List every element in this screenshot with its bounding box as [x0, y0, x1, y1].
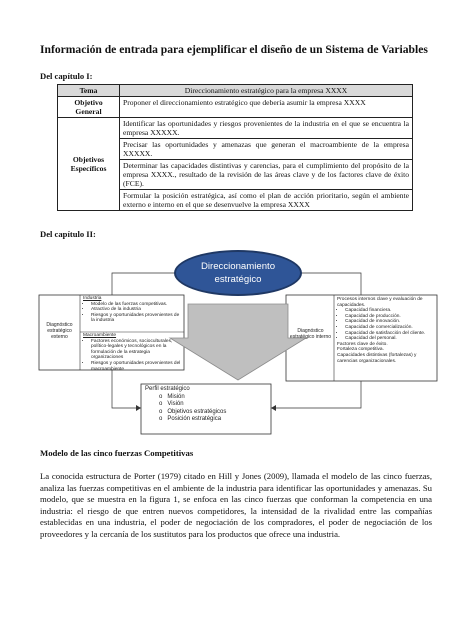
- document-title: Información de entrada para ejemplificar el diseño de un Sistema de Variables: [40, 43, 428, 56]
- objetivo-especifico-4: Formular la posición estratégica, así como el plan de acción prioritario, según el ambiente externo e interno en el que se desenvuelve la empresa XXXX: [120, 190, 413, 211]
- distinctive-capabilities: Capacidades distintivas (fortalezas) y carencias organizacionales.: [337, 352, 417, 364]
- list-item: • Capacidad de producción.: [345, 314, 435, 320]
- section-heading: Modelo de las cinco fuerzas Competitivas: [40, 448, 194, 458]
- profile-item-label: Posición estratégica: [167, 416, 222, 423]
- macro-list: [83, 339, 183, 373]
- tema-label: Tema: [58, 85, 120, 97]
- list-item: • Modelo de las fuerzas competitivas.: [91, 302, 183, 308]
- success-factors: Factores clave de éxito.: [337, 341, 388, 347]
- profile-item-label: Misión: [167, 393, 185, 400]
- objetivo-especifico-2: Precisar las oportunidades y amenazas que generan el macroambiente de la empresa XXXXX.: [120, 139, 413, 160]
- body-paragraph: La conocida estructura de Porter (1979) citado en Hill y Jones (2009), llamada el modelo de las cinco fuerzas, analiza las fuerzas competitivas en el ambiente de la industria para identificar las oportunidades y amenazas. Su modelo, que se muestra en la figura 1, se enfoca en las cinco fuerzas que conforman la competencia en una industria: el riesgo de que entren nuevos competidores, la intensidad de la rivalidad entre las compañías establecidas en una industria, el poder de negociación de los compradores, el poder de negociación de los proveedores y la cercanía de los sustitutos para los productos que ofrece una industria.: [40, 471, 432, 539]
- competitive-strength: Fortaleza competitiva.: [337, 347, 384, 353]
- table-row-especifico-1: [58, 118, 413, 139]
- strategic-profile-block: [145, 386, 269, 424]
- list-item: • Atractivo de la industria: [91, 307, 183, 313]
- objetivo-especifico-3: Determinar las capacidades distintivas y carencias, para el cumplimiento del propósito de la empresa XXXX., resultado de la revisión de las áreas clave y de los factores clave de éxito (FCE).: [120, 160, 413, 190]
- list-item: • Riesgos y oportunidades provenientes de la industria: [91, 313, 183, 324]
- industry-list: [83, 302, 183, 324]
- objetivos-especificos-label: Objetivos Específicos: [58, 118, 120, 211]
- chapter-2-label: Del capítulo II:: [40, 229, 96, 239]
- internal-diagnosis-label: Diagnóstico estratégico interno: [289, 328, 332, 340]
- tema-value: Direccionamiento estratégico para la empresa XXXX: [120, 85, 413, 97]
- arrowhead-left: [136, 405, 141, 411]
- center-ellipse: [174, 250, 302, 296]
- table-row-objetivo-general: [58, 97, 413, 118]
- bullet-icon: o: [159, 401, 163, 408]
- profile-title: Perfil estratégico: [145, 386, 190, 392]
- external-diagnosis-label: Diagnóstico estratégico externo: [46, 322, 73, 340]
- objetivo-general-value: Proponer el direccionamiento estratégico que debería asumir la empresa XXXX: [120, 97, 413, 118]
- connector-bottom-right: [271, 381, 361, 408]
- bullet-icon: o: [159, 408, 163, 415]
- connector-right: [301, 273, 361, 295]
- macro-title: Macroambiente: [83, 333, 117, 338]
- profile-item-label: Visión: [167, 401, 184, 408]
- profile-item: [145, 409, 269, 417]
- profile-item-label: Objetivos estratégicos: [167, 408, 227, 415]
- connector-left: [112, 273, 175, 295]
- list-item: • Capacidad de innovación.: [345, 319, 435, 325]
- objetivo-general-label: Objetivo General: [58, 97, 120, 118]
- industry-block: [83, 296, 183, 324]
- objetivo-especifico-1: Identificar las oportunidades y riesgos provenientes de la industria en el que se encuentra la empresa XXXXX.: [120, 118, 413, 139]
- center-label: Direccionamiento estratégico: [200, 261, 276, 285]
- internal-capabilities-block: [337, 297, 435, 364]
- bullet-icon: o: [159, 393, 163, 400]
- list-item: • Capacidad financiera.: [345, 308, 435, 314]
- input-info-table: [57, 84, 413, 211]
- table-row-tema: [58, 85, 413, 97]
- profile-item: [145, 401, 269, 409]
- profile-item: [145, 394, 269, 402]
- capabilities-intro: Procesos internos clave y evaluación de capacidades.: [337, 297, 423, 308]
- list-item: • Capacidad de comercialización.: [345, 325, 435, 331]
- capabilities-list: [337, 308, 435, 342]
- chapter-1-label: Del capítulo I:: [40, 71, 93, 81]
- macro-block: [83, 333, 183, 372]
- list-item: • Capacidad de satisfacción del cliente.: [345, 331, 435, 337]
- arrowhead-right: [271, 405, 276, 411]
- industry-title: Industria: [83, 296, 102, 301]
- connector-bottom-left: [112, 370, 141, 408]
- bullet-icon: o: [159, 416, 163, 423]
- list-item: • Factores económicos, socioculturales, político-legales y tecnológicos en la formulación de la estrategia organizaciones: [91, 339, 183, 361]
- list-item: • Riesgos y oportunidades provenientes del macroambiente: [91, 361, 183, 372]
- list-item: • Capacidad del personal.: [345, 336, 435, 342]
- profile-item: [145, 416, 269, 424]
